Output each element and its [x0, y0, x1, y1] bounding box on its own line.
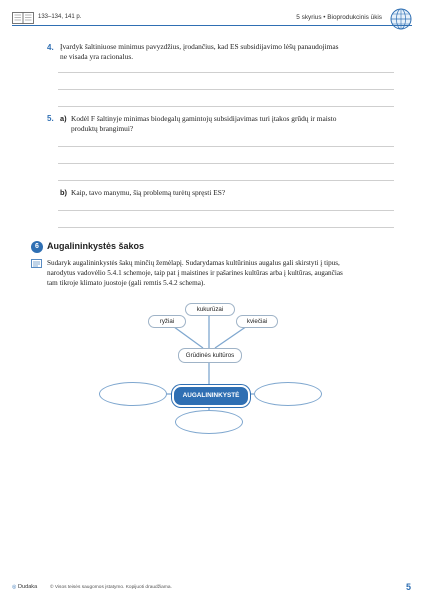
task-line-1: Sudaryk augalininkystės šakų minčių žemėlapį. Sudarydamas kultūrinius augalus gali skirstyti į tipus,: [47, 259, 340, 267]
chapter-title: 5 skyrius • Bioprodukcinis ūkis: [296, 14, 382, 21]
question-5a-label: a): [60, 114, 67, 123]
question-5a-line-1: Kodėl F šaltinyje minimas biodegalų gamintojų subsidijavimas turi įtakos grūdų ir maisto: [71, 114, 337, 123]
empty-branch-node-bottom[interactable]: [175, 410, 243, 434]
section-title: Augalininkystės šakos: [47, 241, 145, 251]
leaf-node-ryziai: ryžiai: [148, 315, 186, 328]
branch-node-grudines-kulturos: Grūdinės kultūros: [178, 348, 242, 363]
question-4-number: 4.: [47, 43, 54, 52]
page-number: 5: [405, 582, 411, 592]
central-node: AUGALININKYSTĖ: [172, 385, 250, 407]
leaf-node-kukuruzai: kukurūzai: [185, 303, 235, 316]
question-5b-text: Kaip, tavo manymu, šią problemą turėtų spręsti ES?: [71, 188, 226, 197]
leaf-node-kvieciai: kviečiai: [236, 315, 278, 328]
question-5b-label: b): [60, 188, 67, 197]
empty-branch-node-right[interactable]: [254, 382, 322, 406]
question-5-number: 5.: [47, 114, 54, 123]
question-4-line-2: ne visada yra racionalus.: [60, 52, 134, 61]
task-line-2: narodytus vadovėlio 5.4.1 schemoje, taip pat į maistines ir pašarines kultūras arba į kultūras, augančias: [47, 269, 343, 277]
publisher-name: Dudaka: [17, 584, 38, 590]
pages-reference: 133–134, 141 p.: [38, 14, 82, 20]
task-line-3: tam tikroje klimato juostoje (gali remtis 5.4.2 schema).: [47, 279, 206, 287]
question-4-line-1: Įvardyk šaltiniuose minimus pavyzdžius, įrodančius, kad ES subsidijavimo lėšų panaudojimas: [60, 42, 339, 51]
empty-branch-node-left[interactable]: [99, 382, 167, 406]
publisher-logo: [12, 584, 37, 590]
publisher-mark-icon: ◎: [12, 584, 17, 590]
section-number-badge: 6: [31, 241, 43, 253]
question-5a-line-2: produktų brangimui?: [71, 124, 134, 133]
copyright-text: © Visos teisės saugomos įstatymo. Kopijuoti draudžiama.: [50, 585, 172, 590]
